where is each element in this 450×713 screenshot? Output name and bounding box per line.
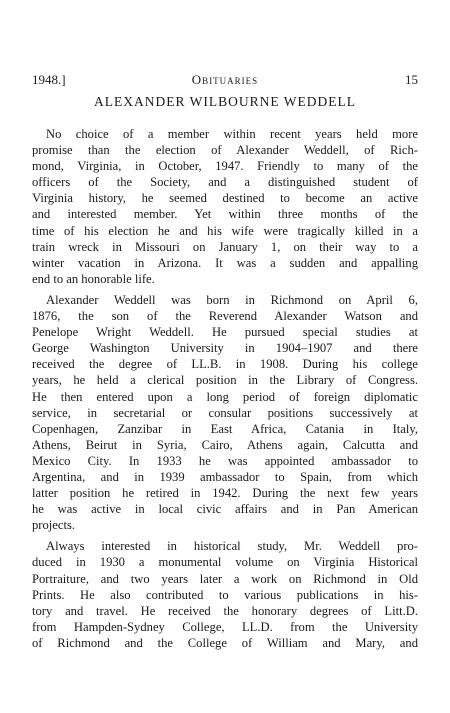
text-line: 1876, the son of the Reverend Alexander Watson and [32, 309, 418, 324]
paragraph-3 [32, 538, 418, 651]
paragraph-1 [32, 126, 418, 287]
text-line: Penelope Wright Weddell. He pursued special studies at [32, 325, 418, 340]
text-line: No choice of a member within recent years held more [46, 127, 418, 141]
text-line: Portraiture, and two years later a work on Richmond in Old [32, 571, 418, 586]
text-line: he was active in local civic affairs and in Pan American [32, 502, 418, 517]
text-line: projects. [32, 518, 76, 533]
text-line: tory and travel. He received the honorary degrees of Litt.D. [32, 603, 418, 618]
text-line: George Washington University in 1904–1907 and there [32, 341, 418, 356]
text-line: mond, Virginia, in October, 1947. Friendly to many of the [32, 159, 418, 174]
article-title: ALEXANDER WILBOURNE WEDDELL [94, 94, 356, 109]
text-line: train wreck in Missouri on January 1, on their way to a [32, 239, 418, 254]
text-line: Athens, Beirut in Syria, Cairo, Athens again, Calcutta and [32, 437, 418, 452]
text-line: He then entered upon a long period of foreign diplomatic [32, 389, 418, 404]
text-line: Argentina, and in 1939 ambassador to Spain, from which [32, 469, 418, 484]
text-line: latter position he retired in 1942. During the next few years [32, 486, 418, 501]
text-line: and interested member. Yet within three months of the [32, 207, 418, 222]
text-line: Always interested in historical study, Mr. Weddell pro- [46, 539, 418, 554]
text-line: Alexander Weddell was born in Richmond on April 6, [46, 292, 418, 307]
text-line: of Richmond and the College of William and Mary, and [32, 635, 418, 650]
paragraph-2 [32, 292, 418, 533]
text-line: Virginia history, he seemed destined to become an active [32, 191, 418, 206]
text-line: end to an honorable life. [32, 271, 155, 286]
running-head-section: Obituaries [191, 72, 259, 87]
text-line: Mexico City. In 1933 he was appointed ambassador to [32, 453, 418, 468]
running-head-year: 1948.] [32, 72, 66, 87]
text-line: service, in secretarial or consular positions successively at [32, 405, 418, 420]
running-head [32, 72, 418, 92]
text-line: Prints. He also contributed to various publications in his- [32, 587, 418, 602]
text-line: received the degree of LL.B. in 1908. During his college [32, 357, 418, 372]
text-line: years, he held a clerical position in the Library of Congress. [32, 373, 418, 388]
text-line: winter vacation in Arizona. It was a sudden and appalling [32, 255, 418, 270]
page-number: 15 [405, 72, 418, 87]
article-body [32, 126, 418, 651]
text-line: officers of the Society, and a distinguished student of [32, 175, 418, 190]
text-line: duced in 1930 a monumental volume on Virginia Historical [32, 555, 418, 570]
text-line: time of his election he and his wife were tragically killed in a [32, 223, 418, 238]
text-line: from Hampden-Sydney College, LL.D. from the University [32, 619, 418, 634]
text-line: Copenhagen, Zanzibar in East Africa, Catania in Italy, [32, 421, 418, 436]
text-line: promise than the election of Alexander Weddell, of Rich- [32, 143, 418, 158]
